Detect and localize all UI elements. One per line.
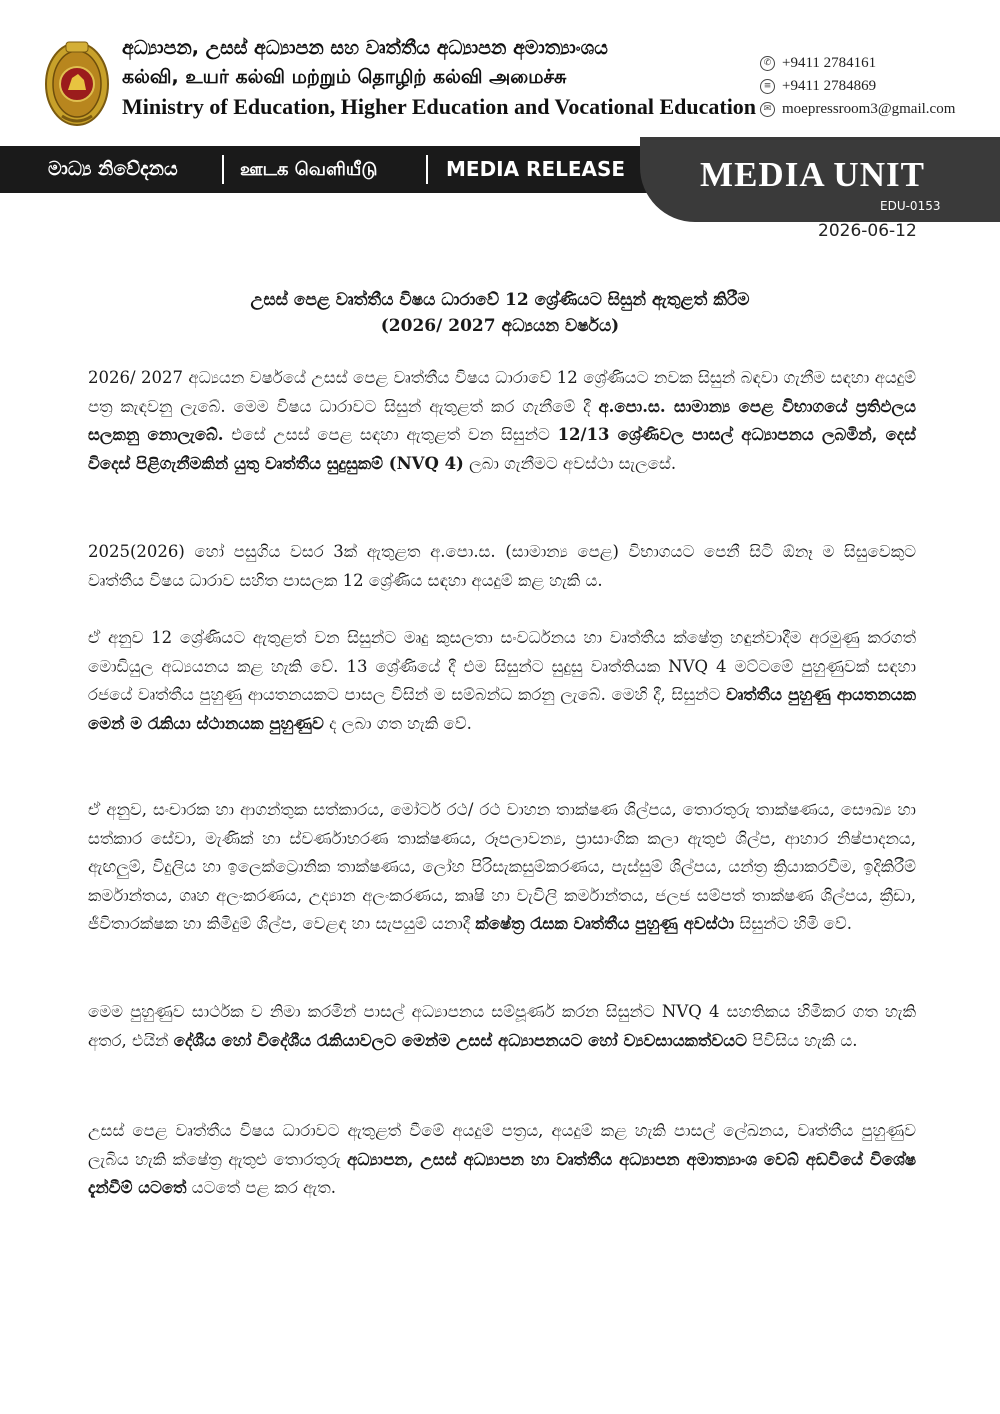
p3-text: ඒ අනුව 12 ශ්‍රේණියට ඇතුළත් වන සිසුන්ට මෘදු කුසලතා සංවර්ධනය හා වෘත්තීය ක්ෂේත්‍ර හඳුන්වාදීම අරමුණු කරගත් මොඩියුල අධ්‍යයනය කළ හැකි වේ. 13 ශ්‍රේණියේ දී එම සිසුන්ට සුදුසු වෘත්තියක NVQ 4 මට්ටමේ පුහුණුවක් සඳහා රජයේ වෘත්තීය පුහුණු ආයතනයකට පාසල විසින් ම සම්බන්ධ කරනු ලැබේ. මෙහි දී, සිසුන්ට <box>88 628 916 704</box>
paragraph-5 <box>88 998 916 1055</box>
release-title: උසස් පෙළ වෘත්තීය විෂය ධාරාවේ 12 ශ්‍රේණියට සිසුන් ඇතුළත් කිරීම <box>250 290 750 310</box>
banner-divider <box>222 155 224 184</box>
release-date: 2026-06-12 <box>818 221 917 241</box>
p1-text: එසේ උසස් පෙළ සඳහා ඇතුළත් වන සිසුන්ට <box>223 425 558 444</box>
banner-english: MEDIA RELEASE <box>446 157 626 181</box>
p6-bold: අධ්‍යාපන, උසස් අධ්‍යාපන හා වෘත්තීය අධ්‍යාපන අමාත්‍යාංශ වෙබ් අඩවියේ විශේෂ දැන්වීම් යටතේ <box>88 1149 916 1197</box>
organization-names <box>122 34 756 122</box>
paragraph-4 <box>88 796 916 939</box>
org-name-sinhala: අධ්‍යාපන, උසස් අධ්‍යාපන සහ වෘත්තීය අධ්‍යාපන අමාත්‍යාංශය <box>122 37 608 59</box>
paragraph-2 <box>88 538 916 595</box>
paragraph-3 <box>88 624 916 738</box>
paragraph-6 <box>88 1117 916 1203</box>
phone-number: +9411 2784161 <box>782 55 877 71</box>
p3-text: ද ලබා ගත හැකි වේ. <box>323 713 472 733</box>
p5-bold: දේශීය හෝ විදේශීය රැකියාවලට මෙන්ම උසස් අධ්‍යාපනයට හෝ ව්‍යවසායකත්වයට <box>173 1030 747 1050</box>
p2-text: 2025(2026) හෝ පසුගිය වසර 3ක් ඇතුළත අ.පො.ස. (සාමාන්‍ය පෙළ) විභාගයට පෙනී සිටි ඕනෑ ම සිසුවෙකුට වෘත්තීය විෂය ධාරාව සහිත පාසලක 12 ශ්‍රේණිය සඳහා අයදුම් කළ හැකි ය. <box>88 542 916 590</box>
org-name-tamil: கல்வி, உயர் கல்வி மற்றும் தொழிற் கல்வி அமைச்சு <box>122 66 567 88</box>
email-row <box>760 98 955 121</box>
fax-row <box>760 75 955 98</box>
p5-text: පිවිසිය හැකි ය. <box>746 1030 858 1050</box>
fax-number: +9411 2784869 <box>782 78 877 94</box>
media-unit-label: MEDIA UNIT <box>700 155 925 194</box>
p1-bold: අ.පො.ස. සාමාන්‍ය පෙළ විභාගයේ ප්‍රතිඵලය සලකනු නොලැබේ. <box>88 396 916 444</box>
p1-text: 2026/ 2027 අධ්‍යයන වර්ෂයේ උසස් පෙළ වෘත්තීය විෂය ධාරාවේ 12 ශ්‍රේණියට නවක සිසුන් බඳවා ගැනීම සඳහා අයදුම් පත්‍ර කැඳවනු ලැබේ. මෙම විෂය ධාරාවට සිසුන් ඇතුළත් කර ගැනීමේ දී <box>88 368 916 416</box>
p6-text: උසස් පෙළ වෘත්තීය විෂය ධාරාවට ඇතුළත් වීමේ අයදුම් පත්‍රය, අයදුම් කළ හැකි පාසල් ලේඛනය, වෘත්තීය පුහුණුව ලැබිය හැකි ක්ෂේත්‍ර ඇතුළු තොරතුරු <box>88 1121 916 1169</box>
p5-text: මෙම පුහුණුව සාර්ථක ව නිමා කරමින් පාසල් අධ්‍යාපනය සම්පූර්ණ කරන සිසුන්ට NVQ 4 සහතිකය හිමිකර ගත හැකි අතර, එයින් <box>88 1002 916 1050</box>
p6-text: යටතේ පළ කර ඇත. <box>186 1178 336 1197</box>
release-code: EDU-0153 <box>880 199 941 213</box>
p4-bold: ක්ෂේත්‍ර රැසක වෘත්තීය පුහුණු අවස්ථා <box>475 914 735 933</box>
p1-bold: 12/13 ශ්‍රේණිවල පාසල් අධ්‍යාපනය ලබමින්, දෙස් විදෙස් පිළිගැනීමකින් යුතු වෘත්තීය සුදුසුකම් (NVQ 4) <box>88 425 916 473</box>
banner-sinhala: මාධ්‍ය නිවේදනය <box>48 158 178 180</box>
banner-tamil: ஊடக வெளியீடு <box>240 159 378 180</box>
org-name-english: Ministry of Education, Higher Education and Vocational Education <box>122 94 757 119</box>
fax-icon: ≡ <box>760 79 775 94</box>
contact-block <box>760 52 955 121</box>
paragraph-1 <box>88 364 916 478</box>
p4-text: සිසුන්ට හිමි වේ. <box>734 914 853 933</box>
p3-bold: වෘත්තීය පුහුණු ආයතනයක මෙන් ම රැකියා ස්ථානයක පුහුණුව <box>88 685 916 733</box>
ministry-emblem-icon <box>44 34 110 128</box>
phone-row <box>760 52 955 75</box>
phone-icon: ✆ <box>760 56 775 71</box>
email-icon: ✉ <box>760 102 775 117</box>
release-subtitle: (2026/ 2027 අධ්‍යයන වර්ෂය) <box>380 316 620 336</box>
p4-text: ඒ අනුව, සංචාරක හා ආගන්තුක සත්කාරය, මෝටර් රථ/ රථ වාහන තාක්ෂණ ශිල්පය, තොරතුරු තාක්ෂණය, සෞඛ්‍ය හා සත්කාර සේවා, මැණික් හා ස්වර්ණාභරණ තාක්ෂණය, රූපලාවන්‍ය, ප්‍රාසාංගික කලා ඇතුළු ශිල්ප, ආහාර නිෂ්පාදනය, ඇඟලුම්, විදුලිය හා ඉලෙක්ට්‍රොනික තාක්ෂණය, ලෝහ පිරිසැකසුම්කරණය, පැස්සුම් ශිල්පය, යන්ත්‍ර ක්‍රියාකරවීම, ඉදිකිරීම් කර්මාන්තය, ගෘහ අලංකරණය, උද්‍යාන අලංකරණය, කෘෂි හා වැවිලි කර්මාන්තය, ජලජ සම්පත් තාක්ෂණ ශිල්පය, ක්‍රීඩා, ජීවිතාරක්ෂක හා කිමිදුම් ශිල්ප, වෙළඳ හා සැපයුම් යනාදී <box>88 800 916 933</box>
p1-text: ලබා ගැනීමට අවස්ථා සැලසේ. <box>463 453 677 473</box>
banner-divider <box>426 155 428 184</box>
email-address: moepressroom3@gmail.com <box>782 101 956 117</box>
